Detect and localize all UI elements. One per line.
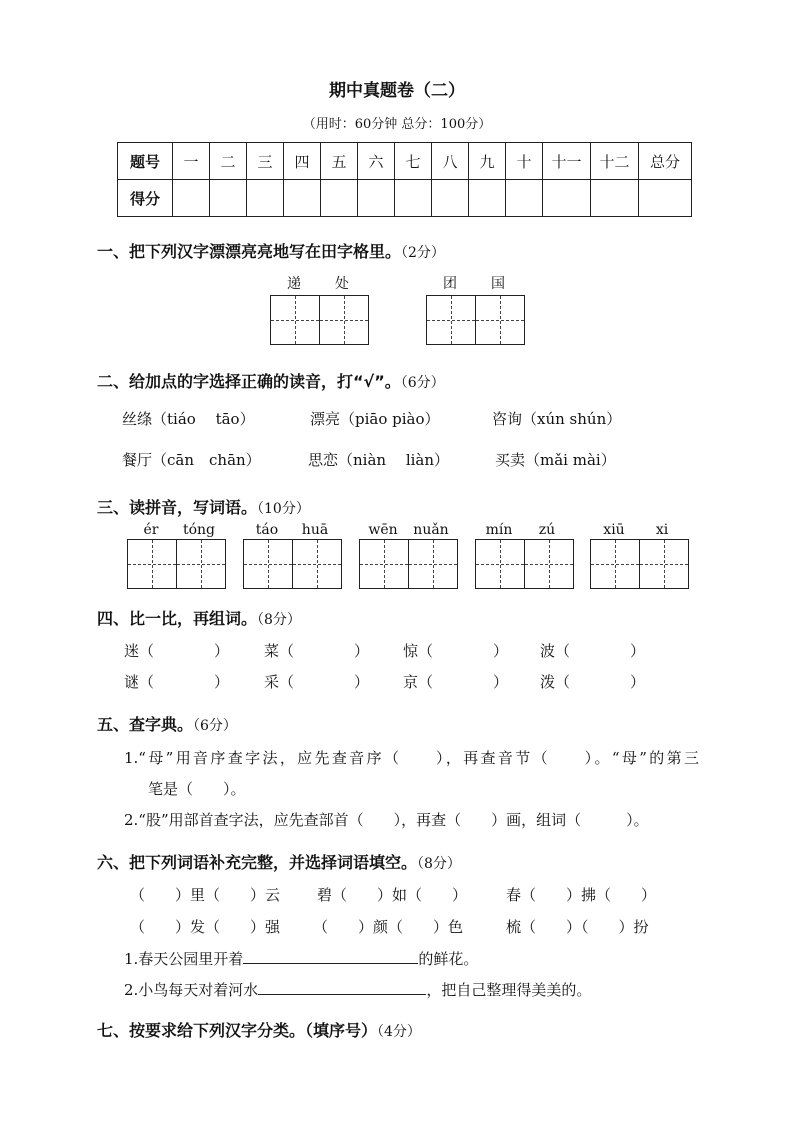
grid-cell[interactable] — [639, 540, 688, 588]
score-cell-total[interactable] — [639, 180, 692, 217]
dictionary-question-1[interactable]: 1.“母”用音序查字法，应先查音序（ ），再查音节（ ）。“母”的第三 — [124, 749, 699, 767]
score-cell[interactable] — [210, 180, 247, 217]
row-label-question-number: 题号 — [118, 143, 173, 180]
pinyin-label: xi — [655, 522, 669, 538]
pronunciation-item[interactable]: 餐厅（cān chān） — [122, 451, 261, 469]
score-cell[interactable] — [543, 180, 591, 217]
score-cell[interactable] — [591, 180, 639, 217]
section-points: （6分） — [193, 718, 237, 734]
section-title: 五、查字典。 — [97, 715, 194, 734]
pronunciation-item[interactable]: 漂亮（piāo piào） — [310, 410, 440, 428]
grid-cell[interactable] — [476, 540, 524, 588]
score-cell[interactable] — [506, 180, 543, 217]
grid-cell[interactable] — [319, 296, 368, 344]
grid-cell[interactable] — [292, 540, 341, 588]
section-points: （2分） — [401, 245, 445, 261]
score-cell[interactable] — [284, 180, 321, 217]
char-label: 团 — [443, 276, 457, 292]
section-title: 六、把下列词语补充完整，并选择词语填空。 — [97, 853, 418, 872]
score-cell[interactable] — [469, 180, 506, 217]
pinyin-label: mín — [485, 522, 513, 538]
section-points: （6分） — [400, 375, 445, 391]
pinyin-label: táo — [255, 522, 279, 538]
col-header: 六 — [358, 143, 395, 180]
section-2-heading — [97, 369, 445, 392]
section-title: 二、给加点的字选择正确的读音，打“√”。 — [97, 372, 401, 391]
col-header: 九 — [469, 143, 506, 180]
col-header: 十一 — [543, 143, 591, 180]
word-building-item[interactable]: 采（ ） — [264, 673, 370, 691]
word-building-item[interactable]: 泼（ ） — [540, 673, 646, 691]
col-header: 五 — [321, 143, 358, 180]
word-building-item[interactable]: 波（ ） — [540, 642, 646, 660]
char-labels-group-2 — [426, 273, 522, 293]
col-header: 四 — [284, 143, 321, 180]
tianzige-grid[interactable] — [426, 295, 525, 345]
grid-cell[interactable] — [524, 540, 573, 588]
score-cell[interactable] — [432, 180, 469, 217]
col-header: 十二 — [591, 143, 639, 180]
col-header: 八 — [432, 143, 469, 180]
sentence-text: 1.春天公园里开着 — [124, 950, 244, 968]
pinyin-label: nuǎn — [413, 522, 449, 538]
char-labels-group-1 — [270, 273, 366, 293]
section-title: 三、读拼音，写词语。 — [97, 498, 258, 517]
score-cell[interactable] — [247, 180, 284, 217]
page-title: 期中真题卷（二） — [329, 81, 465, 101]
idiom-fill-item[interactable]: 梳（ ）（ ）扮 — [506, 918, 649, 936]
score-cell[interactable] — [395, 180, 432, 217]
pinyin-label: xiū — [603, 522, 625, 538]
col-header: 一 — [173, 143, 210, 180]
tianzige-grid[interactable] — [127, 539, 226, 589]
section-title: 七、按要求给下列汉字分类。（填序号） — [97, 1021, 378, 1040]
section-title: 一、把下列汉字漂漂亮亮地写在田字格里。 — [97, 242, 402, 261]
grid-cell[interactable] — [591, 540, 639, 588]
section-1-heading — [97, 239, 445, 262]
grid-cell[interactable] — [244, 540, 292, 588]
dictionary-question-2[interactable]: 2.“股”用部首查字法，应先查部首（ ），再查（ ）画，组词（ ）。 — [124, 811, 649, 829]
word-building-item[interactable]: 惊（ ） — [403, 642, 509, 660]
section-3-heading — [97, 495, 310, 518]
row-label-score: 得分 — [118, 180, 173, 217]
pinyin-group — [590, 522, 686, 538]
fill-sentence-1 — [124, 947, 478, 969]
pinyin-label: tóng — [182, 522, 216, 538]
grid-cell[interactable] — [271, 296, 319, 344]
pinyin-group — [359, 522, 455, 538]
section-7-heading — [97, 1018, 421, 1041]
section-title: 四、比一比，再组词。 — [97, 609, 258, 628]
char-label: 处 — [335, 276, 349, 292]
sentence-text: ，把自己整理得美美的。 — [426, 981, 592, 999]
section-points: （8分） — [417, 856, 461, 872]
score-row — [118, 180, 692, 217]
fill-sentence-2 — [124, 978, 591, 1000]
tianzige-grid[interactable] — [270, 295, 369, 345]
section-4-heading — [97, 606, 301, 629]
dictionary-question-1-cont[interactable]: 笔是（ ）。 — [148, 780, 246, 798]
tianzige-grid[interactable] — [590, 539, 689, 589]
char-label: 递 — [287, 276, 301, 292]
col-header: 二 — [210, 143, 247, 180]
score-cell[interactable] — [173, 180, 210, 217]
tianzige-grid[interactable] — [475, 539, 574, 589]
word-building-item[interactable]: 菜（ ） — [264, 642, 370, 660]
pronunciation-item[interactable]: 买卖（mǎi mài） — [495, 451, 616, 469]
score-cell[interactable] — [321, 180, 358, 217]
section-points: （8分） — [257, 612, 301, 628]
grid-cell[interactable] — [360, 540, 408, 588]
answer-blank[interactable] — [258, 978, 426, 995]
pinyin-group — [127, 522, 223, 538]
score-table — [117, 142, 692, 217]
pinyin-group — [475, 522, 571, 538]
pinyin-label: huā — [301, 522, 329, 538]
section-points: （4分） — [377, 1024, 421, 1040]
pronunciation-item[interactable]: 咨询（xún shún） — [492, 410, 622, 428]
grid-cell[interactable] — [427, 296, 475, 344]
pinyin-label: ér — [143, 522, 159, 538]
pronunciation-item[interactable]: 丝绦（tiáo tāo） — [122, 410, 255, 428]
tianzige-grid[interactable] — [243, 539, 342, 589]
section-5-heading — [97, 712, 237, 735]
sentence-text: 2.小鸟每天对着河水 — [124, 981, 259, 999]
sentence-text: 的鲜花。 — [418, 950, 479, 968]
pinyin-group — [243, 522, 339, 538]
score-cell[interactable] — [358, 180, 395, 217]
tianzige-grid[interactable] — [359, 539, 458, 589]
idiom-fill-item[interactable]: 春（ ）拂（ ） — [506, 886, 657, 904]
pinyin-label: zú — [538, 522, 556, 538]
idiom-fill-item[interactable]: （ ）里（ ）云 — [130, 886, 281, 904]
idiom-fill-item[interactable]: （ ）颜（ ）色 — [313, 918, 464, 936]
grid-cell[interactable] — [475, 296, 524, 344]
idiom-fill-item[interactable]: 碧（ ）如（ ） — [317, 886, 468, 904]
section-points: （10分） — [257, 501, 310, 517]
word-building-item[interactable]: 京（ ） — [403, 673, 509, 691]
word-building-item[interactable]: 谜（ ） — [124, 673, 230, 691]
grid-cell[interactable] — [128, 540, 176, 588]
idiom-fill-item[interactable]: （ ）发（ ）强 — [130, 918, 281, 936]
grid-cell[interactable] — [408, 540, 457, 588]
exam-info: （用时：60分钟 总分：100分） — [302, 117, 492, 132]
pinyin-label: wēn — [368, 522, 398, 538]
grid-cell[interactable] — [176, 540, 225, 588]
col-header: 七 — [395, 143, 432, 180]
pronunciation-item[interactable]: 思恋（niàn liàn） — [308, 451, 450, 469]
col-header: 三 — [247, 143, 284, 180]
question-number-row — [118, 143, 692, 180]
char-label: 国 — [491, 276, 505, 292]
section-6-heading — [97, 850, 461, 873]
word-building-item[interactable]: 迷（ ） — [124, 642, 230, 660]
col-header: 十 — [506, 143, 543, 180]
col-header-total: 总分 — [639, 143, 692, 180]
answer-blank[interactable] — [243, 947, 418, 964]
